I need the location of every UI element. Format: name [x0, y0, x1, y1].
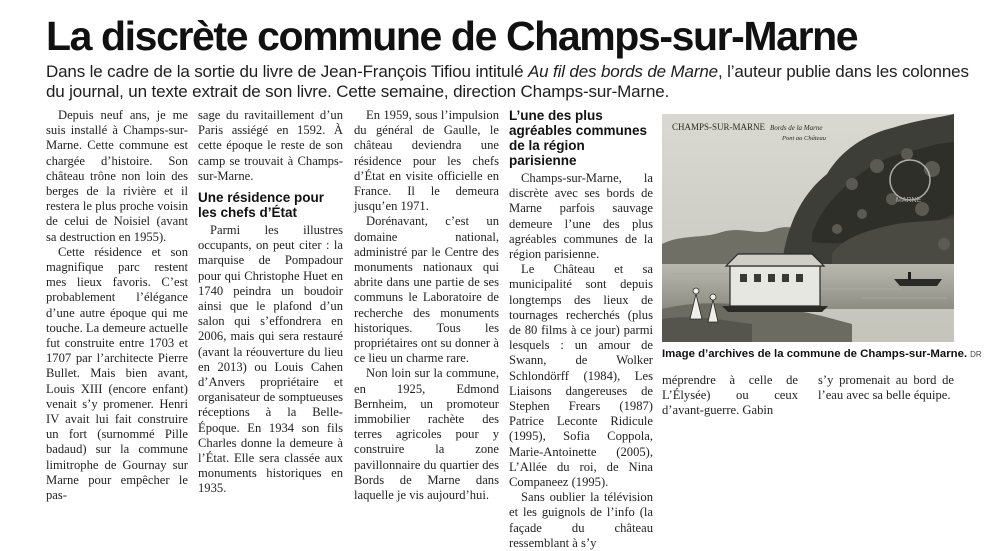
archive-postcard-photo: [662, 114, 954, 342]
article-column-4: [509, 108, 653, 550]
paragraph: Cette résidence et son magnifique parc restent mes lieux favoris. C’est probablement l’élégance d’une autre époque qui me touche. La demeure actuelle fut construite entre 1703 et 1707 par l’architecte Pierre Bullet. Mais bien avant, Louis XIII (encore enfant) venait s’y promener. Henri IV avait lui fait construire un fort (surnommé Pille badaud) sur la commune limitrophe de Gournay sur Marne pour empêcher le pas-: [46, 244, 188, 503]
article-column-5: [662, 373, 798, 418]
paragraph: sage du ravitaillement d’un Paris assiégé en 1592. À cette époque le reste de son camp se trouvait à Champs-sur-Marne.: [198, 108, 343, 183]
postcard-title-text: Bords de la Marne: [770, 124, 823, 132]
postcard-place-text: CHAMPS-SUR-MARNE: [672, 122, 766, 132]
paragraph: Parmi les illustres occupants, on peut citer : la marquise de Pompadour pour qui Christophe Huet en 1740 peindra un boudoir ainsi que le plafond d’un salon qui s’effondrera en 2006, mais qui sera restauré (avant la réouverture du lieu en 2013) ou Louis Cahen d’Anvers propriétaire et organisateur de somptueuses réceptions à la Belle-Époque. En 1934 son fils Charles donne la demeure à l’État. Elle sera classée aux monuments historiques en 1935.: [198, 223, 343, 496]
subheading-communes: L’une des plus agréables communes de la région parisienne: [509, 108, 648, 168]
article-column-3: [354, 108, 499, 503]
postcard-subtitle-text: Pont au Château: [782, 135, 827, 142]
paragraph: En 1959, sous l’impulsion du général de Gaulle, le château deviendra une résidence pour les chefs d’État en visite officielle en France. Il le demeura jusqu’en 1971.: [354, 108, 499, 214]
paragraph: s’y promenait au bord de l’eau avec sa belle équipe.: [818, 373, 954, 403]
subheading-residence: Une résidence pour les chefs d’État: [198, 190, 325, 221]
paragraph: Champs-sur-Marne, la discrète avec ses bords de Marne parfois sauvage demeure l’une des plus agréables communes de la région parisienne.: [509, 171, 653, 262]
paragraph: méprendre à celle de L’Élysée) ou ceux d’avant-guerre. Gabin: [662, 373, 798, 418]
paragraph: Sans oublier la télévision et les guignols de l’info (la façade du château ressemblant à s’y: [509, 490, 653, 550]
article-column-2: [198, 108, 343, 496]
standfirst-text-before: Dans le cadre de la sortie du livre de Jean-François Tifiou intitulé: [46, 62, 528, 81]
headline: La discrète commune de Champs-sur-Marne: [46, 13, 858, 59]
paragraph: Dorénavant, c’est un domaine national, administré par le Centre des monuments nationaux qui abrite dans une partie de ses communs le Laboratoire de recherche des monuments historiques. Tous les propriétaires ont su donner à ce lieu un charme rare.: [354, 214, 499, 366]
standfirst: [46, 62, 981, 102]
postmark-text: MARNE: [896, 197, 922, 204]
paragraph: Le Château et sa municipalité sont depuis longtemps des lieux de tournages recherchés (plus de 80 films à ce jour) parmi lesquels : un amour de Swann, de Wolker Schlondörff (1984), Les Liaisons dangereuses de Stephen Frears (1987) Patrice Leconte Ridicule (1995), Sofia Coppola, Marie-Antoinette (2005), L’Allée du roi, de Nina Companeez (1995).: [509, 262, 653, 490]
photo-credit: DR: [970, 350, 982, 359]
paragraph: Non loin sur la commune, en 1925, Edmond Bernheim, un promoteur immobilier rachète des terres agricoles pour y construire la zone pavillonnaire du quartier des Bords de Marne dans laquelle je vis aujourd’hui.: [354, 366, 499, 503]
book-title: Au fil des bords de Marne: [527, 62, 718, 81]
article-column-6: [818, 373, 954, 413]
photo-caption: [662, 347, 982, 362]
standfirst-text-after: , l’auteur publie dans les colonnes du journal, un texte extrait de son livre. Cette semaine, direction Champs-sur-Marne.: [46, 62, 969, 101]
paragraph: Depuis neuf ans, je me suis installé à Champs-sur-Marne. Cette commune est chargée d’histoire. Son château trône non loin des berges de la rivière et il restera le plus proche voisin de celui de Noisiel (avant sa destruction en 1955).: [46, 108, 188, 244]
caption-text: Image d’archives de la commune de Champs-sur-Marne.: [662, 348, 968, 360]
article-column-1: [46, 108, 188, 503]
